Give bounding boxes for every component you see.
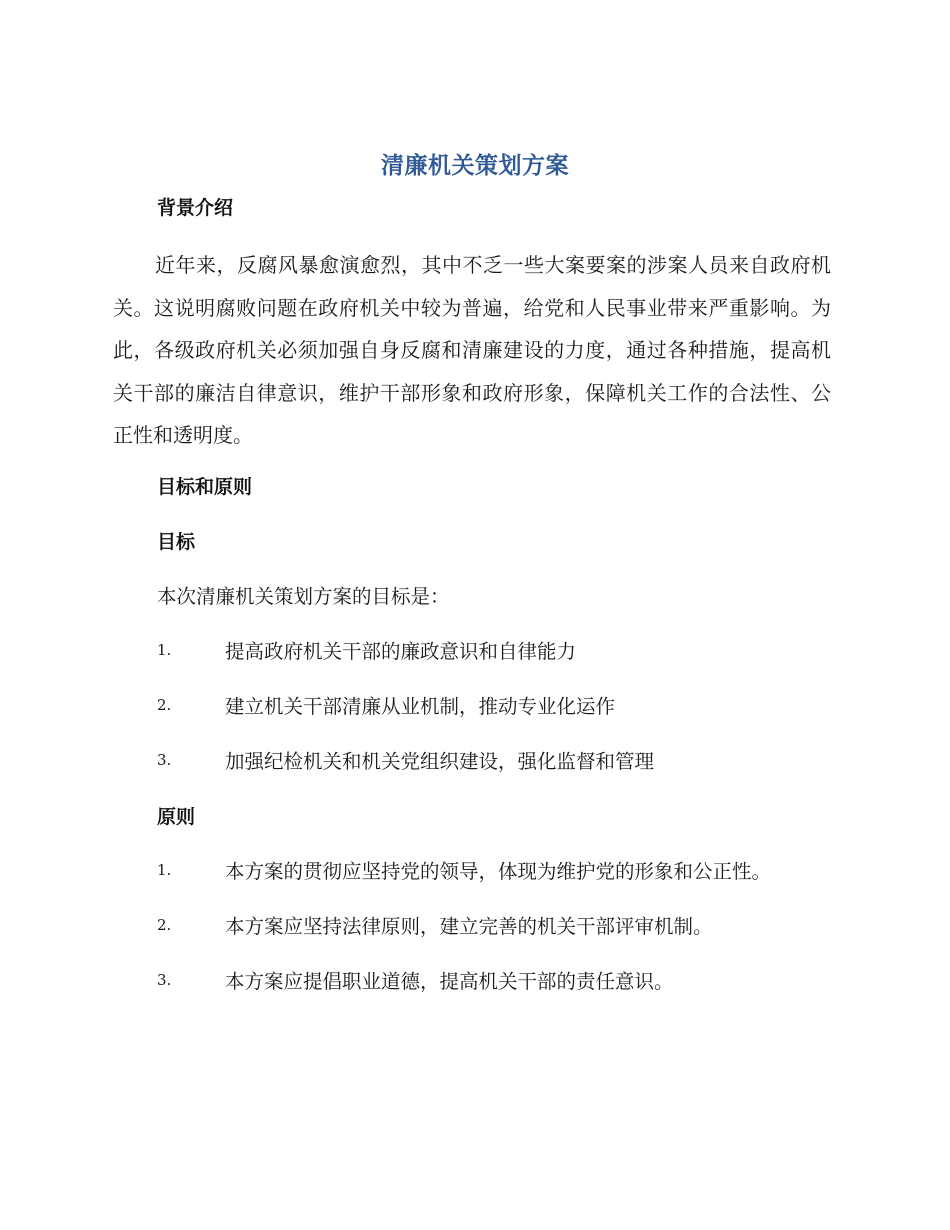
goal-list-item	[157, 636, 857, 664]
subheading-goals: 目标	[157, 531, 196, 553]
goal-list-item	[157, 746, 857, 774]
principle-list-item	[157, 911, 857, 939]
list-number: 2.	[157, 916, 172, 934]
list-text: 提高政府机关干部的廉政意识和自律能力	[225, 640, 577, 663]
list-number: 1.	[157, 861, 172, 879]
document-title: 清廉机关策划方案	[381, 153, 569, 179]
subheading-principles: 原则	[157, 806, 196, 828]
goal-list-item	[157, 691, 857, 719]
principle-list-item	[157, 966, 857, 994]
list-number: 3.	[157, 751, 172, 769]
background-paragraph: 近年来，反腐风暴愈演愈烈，其中不乏一些大案要案的涉案人员来自政府机关。这说明腐败问题在政府机关中较为普遍，给党和人民事业带来严重影响。为此，各级政府机关必须加强自身反腐和清廉建设的力度，通过各种措施，提高机关干部的廉洁自律意识，维护干部形象和政府形象，保障机关工作的合法性、公正性和透明度。	[113, 253, 831, 447]
list-number: 2.	[157, 696, 172, 714]
principle-list-item	[157, 856, 857, 884]
list-text: 建立机关干部清廉从业机制，推动专业化运作	[225, 695, 616, 718]
list-number: 1.	[157, 641, 172, 659]
list-number: 3.	[157, 971, 172, 989]
section-heading-background: 背景介绍	[157, 197, 234, 219]
list-text: 本方案应坚持法律原则，建立完善的机关干部评审机制。	[225, 915, 713, 938]
list-text: 本方案应提倡职业道德，提高机关干部的责任意识。	[225, 970, 674, 993]
list-text: 本方案的贯彻应坚持党的领导，体现为维护党的形象和公正性。	[225, 860, 772, 883]
section-heading-goals-and-principles: 目标和原则	[157, 476, 253, 498]
list-text: 加强纪检机关和机关党组织建设，强化监督和管理	[225, 750, 655, 773]
goals-intro: 本次清廉机关策划方案的目标是：	[157, 585, 450, 608]
